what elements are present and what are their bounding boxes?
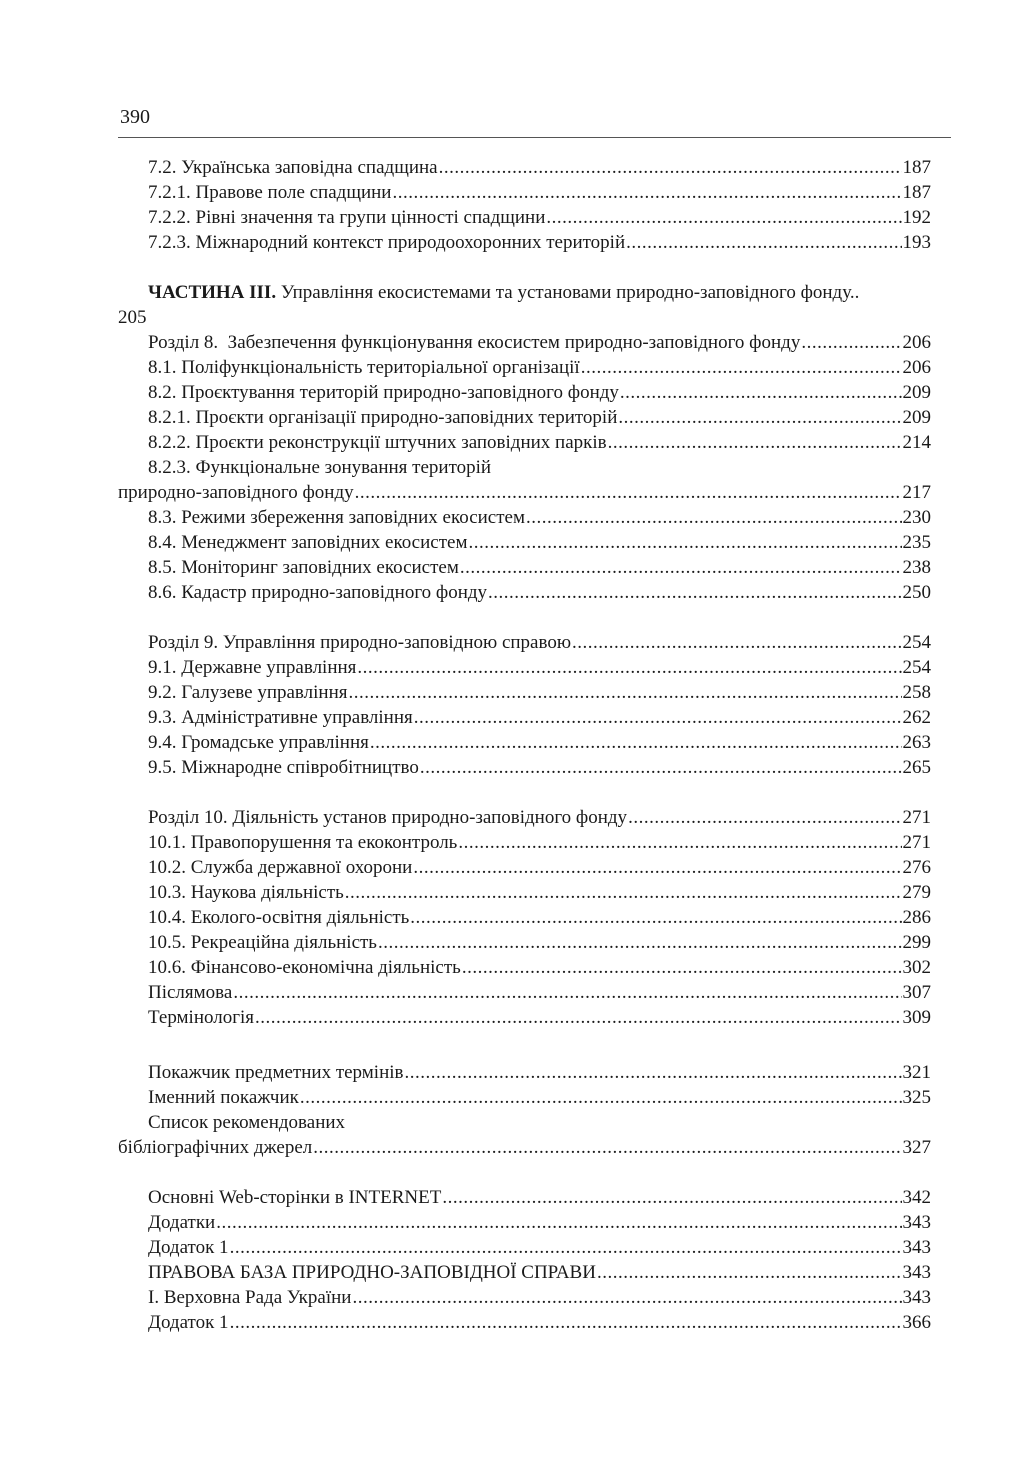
leader-dots bbox=[414, 705, 902, 730]
leader-dots bbox=[230, 1310, 902, 1335]
toc-entry-page: 343 bbox=[902, 1237, 931, 1258]
toc-entry-title: 8.6. Кадастр природно-заповідного фонду bbox=[148, 582, 488, 603]
toc-entry[interactable] bbox=[118, 1185, 931, 1210]
toc-entry-title: Основні Web-сторінки в INTERNET bbox=[148, 1187, 442, 1208]
part-page-line bbox=[118, 305, 931, 330]
toc-block-appendices bbox=[118, 1185, 931, 1335]
toc-entry-title-line2: природно-заповідного фонду bbox=[118, 482, 354, 503]
leader-dots bbox=[801, 330, 901, 355]
leader-dots bbox=[462, 955, 902, 980]
toc-entry[interactable] bbox=[118, 430, 931, 455]
part-title: Управління екосистемами та установами природно-заповідного фонду bbox=[280, 282, 850, 303]
toc-entry-title-line2: бібліографічних джерел bbox=[118, 1137, 313, 1158]
toc-entry-title: 8.3. Режими збереження заповідних екосистем bbox=[148, 507, 525, 528]
toc-entry-page: 254 bbox=[902, 657, 931, 678]
toc-entry-page: 271 bbox=[902, 807, 931, 828]
toc-entry[interactable] bbox=[118, 730, 931, 755]
toc-entry[interactable] bbox=[118, 530, 931, 555]
leader-dots bbox=[526, 505, 902, 530]
leader-dots bbox=[216, 1210, 901, 1235]
toc-entry[interactable] bbox=[118, 755, 931, 780]
toc-entry-title: 9.3. Адміністративне управління bbox=[148, 707, 413, 728]
toc-entry-title: 10.4. Еколого-освітня діяльність bbox=[148, 907, 410, 928]
toc-entry-page: 286 bbox=[902, 907, 931, 928]
leader-dots bbox=[392, 180, 901, 205]
spacer bbox=[118, 605, 931, 630]
toc-entry-title: 9.4. Громадське управління bbox=[148, 732, 369, 753]
toc-entry[interactable] bbox=[118, 1310, 931, 1335]
leader-dots bbox=[420, 755, 902, 780]
toc-entry-page: 187 bbox=[902, 157, 931, 178]
toc-entry-page: 217 bbox=[902, 482, 931, 503]
leader-dots bbox=[255, 1005, 901, 1030]
leader-dots bbox=[345, 880, 902, 905]
leader-dots bbox=[458, 830, 901, 855]
leader-dots bbox=[313, 1135, 901, 1160]
toc-entry[interactable] bbox=[118, 1260, 931, 1285]
spacer bbox=[118, 1160, 931, 1185]
leader-dots bbox=[626, 230, 901, 255]
toc-entry[interactable] bbox=[118, 1060, 931, 1085]
toc-entry[interactable] bbox=[118, 830, 931, 855]
toc-entry[interactable] bbox=[118, 1285, 931, 1310]
toc-entry-title: 10.3. Наукова діяльність bbox=[148, 882, 344, 903]
leader-dots bbox=[546, 205, 901, 230]
toc-entry[interactable] bbox=[118, 905, 931, 930]
toc-entry-page: 206 bbox=[902, 357, 931, 378]
toc-entry[interactable] bbox=[118, 1085, 931, 1110]
part-heading-line bbox=[118, 280, 931, 305]
toc-entry-page: 307 bbox=[902, 982, 931, 1003]
leader-dots bbox=[608, 430, 902, 455]
toc-entry-title: 7.2.2. Рівні значення та групи цінності спадщини bbox=[148, 207, 546, 228]
leader-dots bbox=[618, 405, 901, 430]
toc-entry-title: 7.2.3. Міжнародний контекст природоохоронних територій bbox=[148, 232, 626, 253]
leader-dots bbox=[442, 1185, 901, 1210]
toc-entry-page: 258 bbox=[902, 682, 931, 703]
toc-entry-page: 209 bbox=[902, 407, 931, 428]
leader-dots bbox=[355, 480, 902, 505]
leader-dots bbox=[357, 655, 901, 680]
toc-entry-page: 366 bbox=[902, 1312, 931, 1333]
toc-entry[interactable] bbox=[118, 405, 931, 430]
toc-entry[interactable] bbox=[118, 1210, 931, 1235]
toc-entry[interactable] bbox=[118, 630, 931, 655]
toc-entry-title: 10.5. Рекреаційна діяльність bbox=[148, 932, 377, 953]
toc-entry-page: 343 bbox=[902, 1287, 931, 1308]
toc-part-3[interactable] bbox=[118, 280, 931, 330]
toc-entry-title: 10.6. Фінансово-економічна діяльність bbox=[148, 957, 461, 978]
toc-block-chapter-8 bbox=[118, 330, 931, 605]
toc-entry[interactable] bbox=[118, 855, 931, 880]
toc-entry-page: 209 bbox=[902, 382, 931, 403]
toc-entry-page: 276 bbox=[902, 857, 931, 878]
toc-entry-page: 205 bbox=[118, 307, 147, 328]
leader-dots bbox=[488, 580, 901, 605]
leader-dots bbox=[628, 805, 901, 830]
toc-entry-title: 9.5. Міжнародне співробітництво bbox=[148, 757, 419, 778]
toc-block-chapter-9 bbox=[118, 630, 931, 780]
toc-entry-page: 230 bbox=[902, 507, 931, 528]
toc-entry-title: 8.2.2. Проєкти реконструкції штучних заповідних парків bbox=[148, 432, 607, 453]
toc-entry-title: 7.2. Українська заповідна спадщина bbox=[148, 157, 438, 178]
toc-entry[interactable] bbox=[118, 655, 931, 680]
leader-dots bbox=[581, 355, 902, 380]
leader-dots bbox=[233, 980, 901, 1005]
toc-entry-multiline[interactable] bbox=[118, 455, 931, 505]
toc-entry-page: 299 bbox=[902, 932, 931, 953]
spacer bbox=[118, 780, 931, 805]
toc-entry-title: Післямова bbox=[148, 982, 233, 1003]
toc-entry-page: 343 bbox=[902, 1212, 931, 1233]
toc-entry-page: 302 bbox=[902, 957, 931, 978]
toc-entry-title: Покажчик предметних термінів bbox=[148, 1062, 404, 1083]
leader-dots bbox=[460, 555, 902, 580]
toc-entry-title: Іменний покажчик bbox=[148, 1087, 299, 1108]
toc-entry-page: 250 bbox=[902, 582, 931, 603]
toc-block-chapter-10 bbox=[118, 805, 931, 1030]
toc-entry-title: Додаток 1 bbox=[148, 1312, 229, 1333]
toc-entry[interactable] bbox=[118, 205, 931, 230]
toc-entry-title: Додаток 1 bbox=[148, 1237, 229, 1258]
leader-dots bbox=[439, 155, 902, 180]
leader-dots bbox=[572, 630, 901, 655]
toc-entry-page: 271 bbox=[902, 832, 931, 853]
toc-entry-page: 265 bbox=[902, 757, 931, 778]
toc-entry-title-line1: 8.2.3. Функціональне зонування територій bbox=[148, 457, 492, 478]
toc-entry-page: 321 bbox=[902, 1062, 931, 1083]
toc-entry-title: Розділ 8. Забезпечення функціонування екосистем природно-заповідного фонду bbox=[148, 332, 801, 353]
toc-entry[interactable] bbox=[118, 355, 931, 380]
toc-entry[interactable] bbox=[118, 880, 931, 905]
toc-entry-title: Розділ 9. Управління природно-заповідною справою bbox=[148, 632, 572, 653]
toc-entry-page: 193 bbox=[902, 232, 931, 253]
toc-entry-page: 309 bbox=[902, 1007, 931, 1028]
leader-dots bbox=[597, 1260, 902, 1285]
toc-entry[interactable] bbox=[118, 230, 931, 255]
toc-entry-title-line2-row bbox=[118, 480, 931, 505]
toc-entry-page: 206 bbox=[902, 332, 931, 353]
toc-entry-title: 10.1. Правопорушення та екоконтроль bbox=[148, 832, 458, 853]
toc-entry-title-line1: Список рекомендованих bbox=[148, 1112, 346, 1133]
toc-entry-title: Термінологія bbox=[148, 1007, 255, 1028]
toc-entry[interactable] bbox=[118, 580, 931, 605]
toc-entry[interactable] bbox=[118, 705, 931, 730]
toc-entry-page: 343 bbox=[902, 1262, 931, 1283]
toc-block-7-2 bbox=[118, 155, 931, 255]
leader-dots bbox=[352, 1285, 901, 1310]
toc-entry-page: 263 bbox=[902, 732, 931, 753]
toc-entry[interactable] bbox=[118, 155, 931, 180]
toc-entry-multiline[interactable] bbox=[118, 1110, 931, 1160]
spacer bbox=[118, 1030, 931, 1060]
toc-entry[interactable] bbox=[118, 1005, 931, 1030]
toc-entry-page: 192 bbox=[902, 207, 931, 228]
toc-entry[interactable] bbox=[118, 505, 931, 530]
leader-dots bbox=[370, 730, 902, 755]
toc-entry[interactable] bbox=[118, 180, 931, 205]
toc-entry-page: 325 bbox=[902, 1087, 931, 1108]
toc-entry-title: 8.4. Менеджмент заповідних екосистем bbox=[148, 532, 468, 553]
toc-entry[interactable] bbox=[118, 930, 931, 955]
leader-dots bbox=[410, 905, 901, 930]
table-of-contents bbox=[118, 155, 931, 1335]
leader-dots bbox=[378, 930, 902, 955]
leader-dots bbox=[468, 530, 901, 555]
toc-entry[interactable] bbox=[118, 805, 931, 830]
toc-entry-title: 8.2. Проєктування територій природно-заповідного фонду bbox=[148, 382, 619, 403]
toc-entry-title: ПРАВОВА БАЗА ПРИРОДНО-ЗАПОВІДНОЇ СПРАВИ bbox=[148, 1262, 596, 1283]
toc-entry-title: 8.2.1. Проєкти організації природно-заповідних територій bbox=[148, 407, 618, 428]
leader-dots bbox=[413, 855, 901, 880]
toc-entry-page: 279 bbox=[902, 882, 931, 903]
leader-dots bbox=[300, 1085, 902, 1110]
toc-entry-title: Розділ 10. Діяльність установ природно-заповідного фонду bbox=[148, 807, 628, 828]
toc-entry-page: 187 bbox=[902, 182, 931, 203]
toc-entry[interactable] bbox=[118, 1235, 931, 1260]
toc-entry[interactable] bbox=[118, 680, 931, 705]
toc-entry-title: 7.2.1. Правове поле спадщини bbox=[148, 182, 392, 203]
toc-entry-title: 10.2. Служба державної охорони bbox=[148, 857, 413, 878]
leader-dots: .. bbox=[849, 282, 860, 303]
leader-dots bbox=[405, 1060, 902, 1085]
toc-entry-title-line2-row bbox=[118, 1135, 931, 1160]
toc-entry-title: 8.5. Моніторинг заповідних екосистем bbox=[148, 557, 459, 578]
page-number: 390 bbox=[120, 106, 150, 128]
toc-entry[interactable] bbox=[118, 955, 931, 980]
spacer bbox=[118, 255, 931, 280]
toc-entry-page: 214 bbox=[902, 432, 931, 453]
toc-entry[interactable] bbox=[118, 980, 931, 1005]
leader-dots bbox=[230, 1235, 902, 1260]
toc-entry-title: 9.1. Державне управління bbox=[148, 657, 357, 678]
toc-entry-title: 9.2. Галузеве управління bbox=[148, 682, 348, 703]
leader-dots bbox=[348, 680, 901, 705]
toc-entry-page: 238 bbox=[902, 557, 931, 578]
part-label: ЧАСТИНА ІІІ. bbox=[148, 282, 277, 303]
header-rule bbox=[118, 137, 951, 138]
toc-entry-page: 327 bbox=[902, 1137, 931, 1158]
toc-block-indexes bbox=[118, 1060, 931, 1160]
toc-entry[interactable] bbox=[118, 555, 931, 580]
toc-entry[interactable] bbox=[118, 380, 931, 405]
toc-entry[interactable] bbox=[118, 330, 931, 355]
leader-dots bbox=[620, 380, 902, 405]
toc-entry-page: 342 bbox=[902, 1187, 931, 1208]
toc-entry-title: Додатки bbox=[148, 1212, 216, 1233]
toc-entry-page: 262 bbox=[902, 707, 931, 728]
toc-entry-title: 8.1. Поліфункціональність територіальної організації bbox=[148, 357, 580, 378]
toc-entry-page: 235 bbox=[902, 532, 931, 553]
toc-entry-page: 254 bbox=[902, 632, 931, 653]
toc-entry-title: І. Верховна Рада України bbox=[148, 1287, 352, 1308]
